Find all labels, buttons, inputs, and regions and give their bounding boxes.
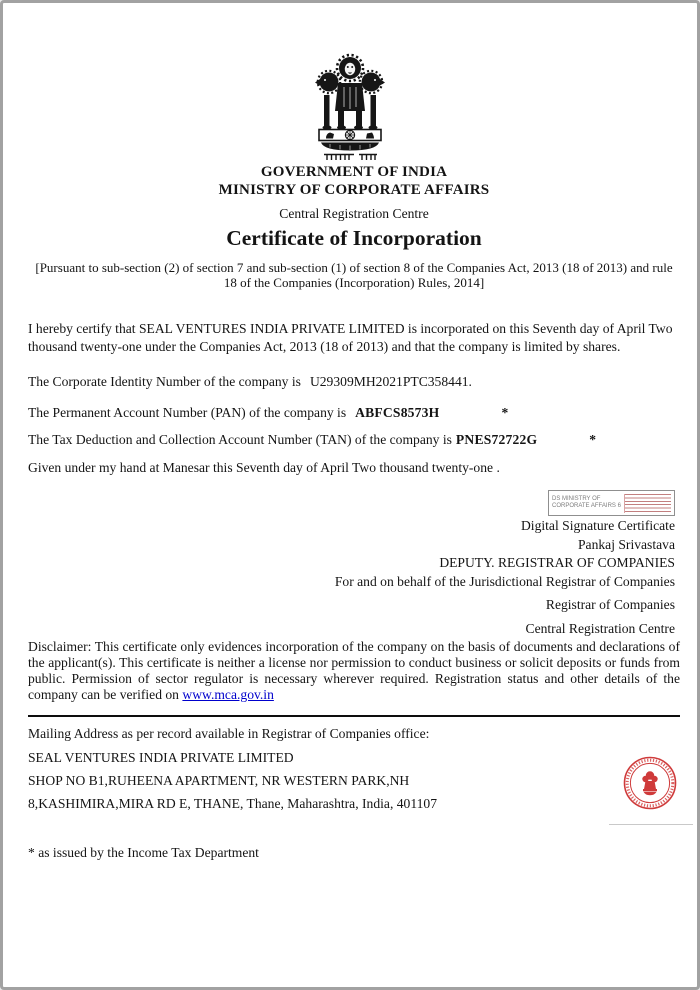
- mailing-address: [28, 746, 680, 815]
- cin-value: U29309MH2021PTC358441: [309, 374, 469, 389]
- given-under-hand-line: Given under my hand at Manesar this Seventh day of April Two thousand twenty-one .: [28, 460, 500, 475]
- signature-line-dsc: Digital Signature Certificate: [520, 518, 675, 533]
- pan-value: ABFCS8573H: [355, 405, 440, 420]
- national-emblem-icon: [3, 53, 697, 165]
- company-name-line: SEAL VENTURES INDIA PRIVATE LIMITED: [28, 750, 294, 765]
- disclaimer-text: Disclaimer: This certificate only evidences incorporation of the company on the basis of documents and declarations of the applicant(s). This certificate is neither a license nor permission to conduct business or solicit deposits or funds from public. Permission of sector regulator is necessary wherever required. Registration status and other details of the company can be verified on: [28, 639, 680, 702]
- tan-prefix: The Tax Deduction and Collection Account Number (TAN) of the company is: [28, 432, 452, 447]
- cin-prefix: The Corporate Identity Number of the company is: [28, 374, 301, 389]
- certification-paragraph: I hereby certify that SEAL VENTURES INDIA PRIVATE LIMITED is incorporated on this Seventh day of April Two thousand twenty-one under the Companies Act, 2013 (18 of 2013) and that the company is limited by shares.: [28, 321, 673, 354]
- cin-line: [28, 374, 680, 390]
- lion-capital-icon: [308, 53, 392, 161]
- signatory-designation: DEPUTY. REGISTRAR OF COMPANIES: [439, 555, 675, 570]
- ministry-heading: MINISTRY OF CORPORATE AFFAIRS: [218, 182, 490, 198]
- mailing-address-heading: Mailing Address as per record available in Registrar of Companies office:: [28, 726, 430, 741]
- tan-line: [28, 432, 680, 448]
- cin-suffix: .: [468, 374, 472, 389]
- stamp-label: [552, 496, 621, 510]
- signature-centre: Central Registration Centre: [525, 620, 675, 636]
- signature-on-behalf: For and on behalf of the Jurisdictional Registrar of Companies: [334, 573, 675, 589]
- government-heading: GOVERNMENT OF INDIA: [260, 164, 448, 180]
- address-line-2: 8,KASHIMIRA,MIRA RD E, THANE, Thane, Maharashtra, India, 401107: [28, 796, 438, 811]
- signature-registrar: Registrar of Companies: [545, 597, 675, 612]
- pan-line: [28, 405, 680, 421]
- tan-value: PNES72722G: [455, 432, 538, 447]
- tan-asterisk: *: [589, 432, 597, 447]
- registration-centre-heading: Central Registration Centre: [279, 206, 429, 221]
- seal-underline: [609, 824, 693, 825]
- signature-block: [155, 517, 675, 638]
- pan-asterisk: *: [501, 405, 509, 420]
- registrar-seal-icon: [622, 755, 678, 811]
- address-line-1: SHOP NO B1,RUHEENA APARTMENT, NR WESTERN PARK,NH: [28, 773, 410, 788]
- disclaimer: [28, 639, 680, 703]
- mca-website-link[interactable]: www.mca.gov.in: [182, 687, 274, 702]
- pan-tan-footnote: * as issued by the Income Tax Department: [28, 845, 259, 860]
- pursuant-clause: [Pursuant to sub-section (2) of section 7 and sub-section (1) of section 8 of the Companies Act, 2013 (18 of 2013) and rule 18 of the Companies (Incorporation) Rules, 2014]: [35, 260, 673, 290]
- divider-rule: [28, 715, 680, 717]
- stamp-label-line2: CORPORATE AFFAIRS 6: [552, 503, 621, 509]
- certificate-title: Certificate of Incorporation: [226, 226, 482, 250]
- stamp-fine-print: [624, 494, 671, 513]
- stamp-label-line1: DS MINISTRY OF: [552, 496, 601, 502]
- signatory-name: Pankaj Srivastava: [577, 536, 675, 552]
- digital-signature-stamp: [548, 490, 675, 516]
- pan-prefix: The Permanent Account Number (PAN) of the company is: [28, 405, 347, 420]
